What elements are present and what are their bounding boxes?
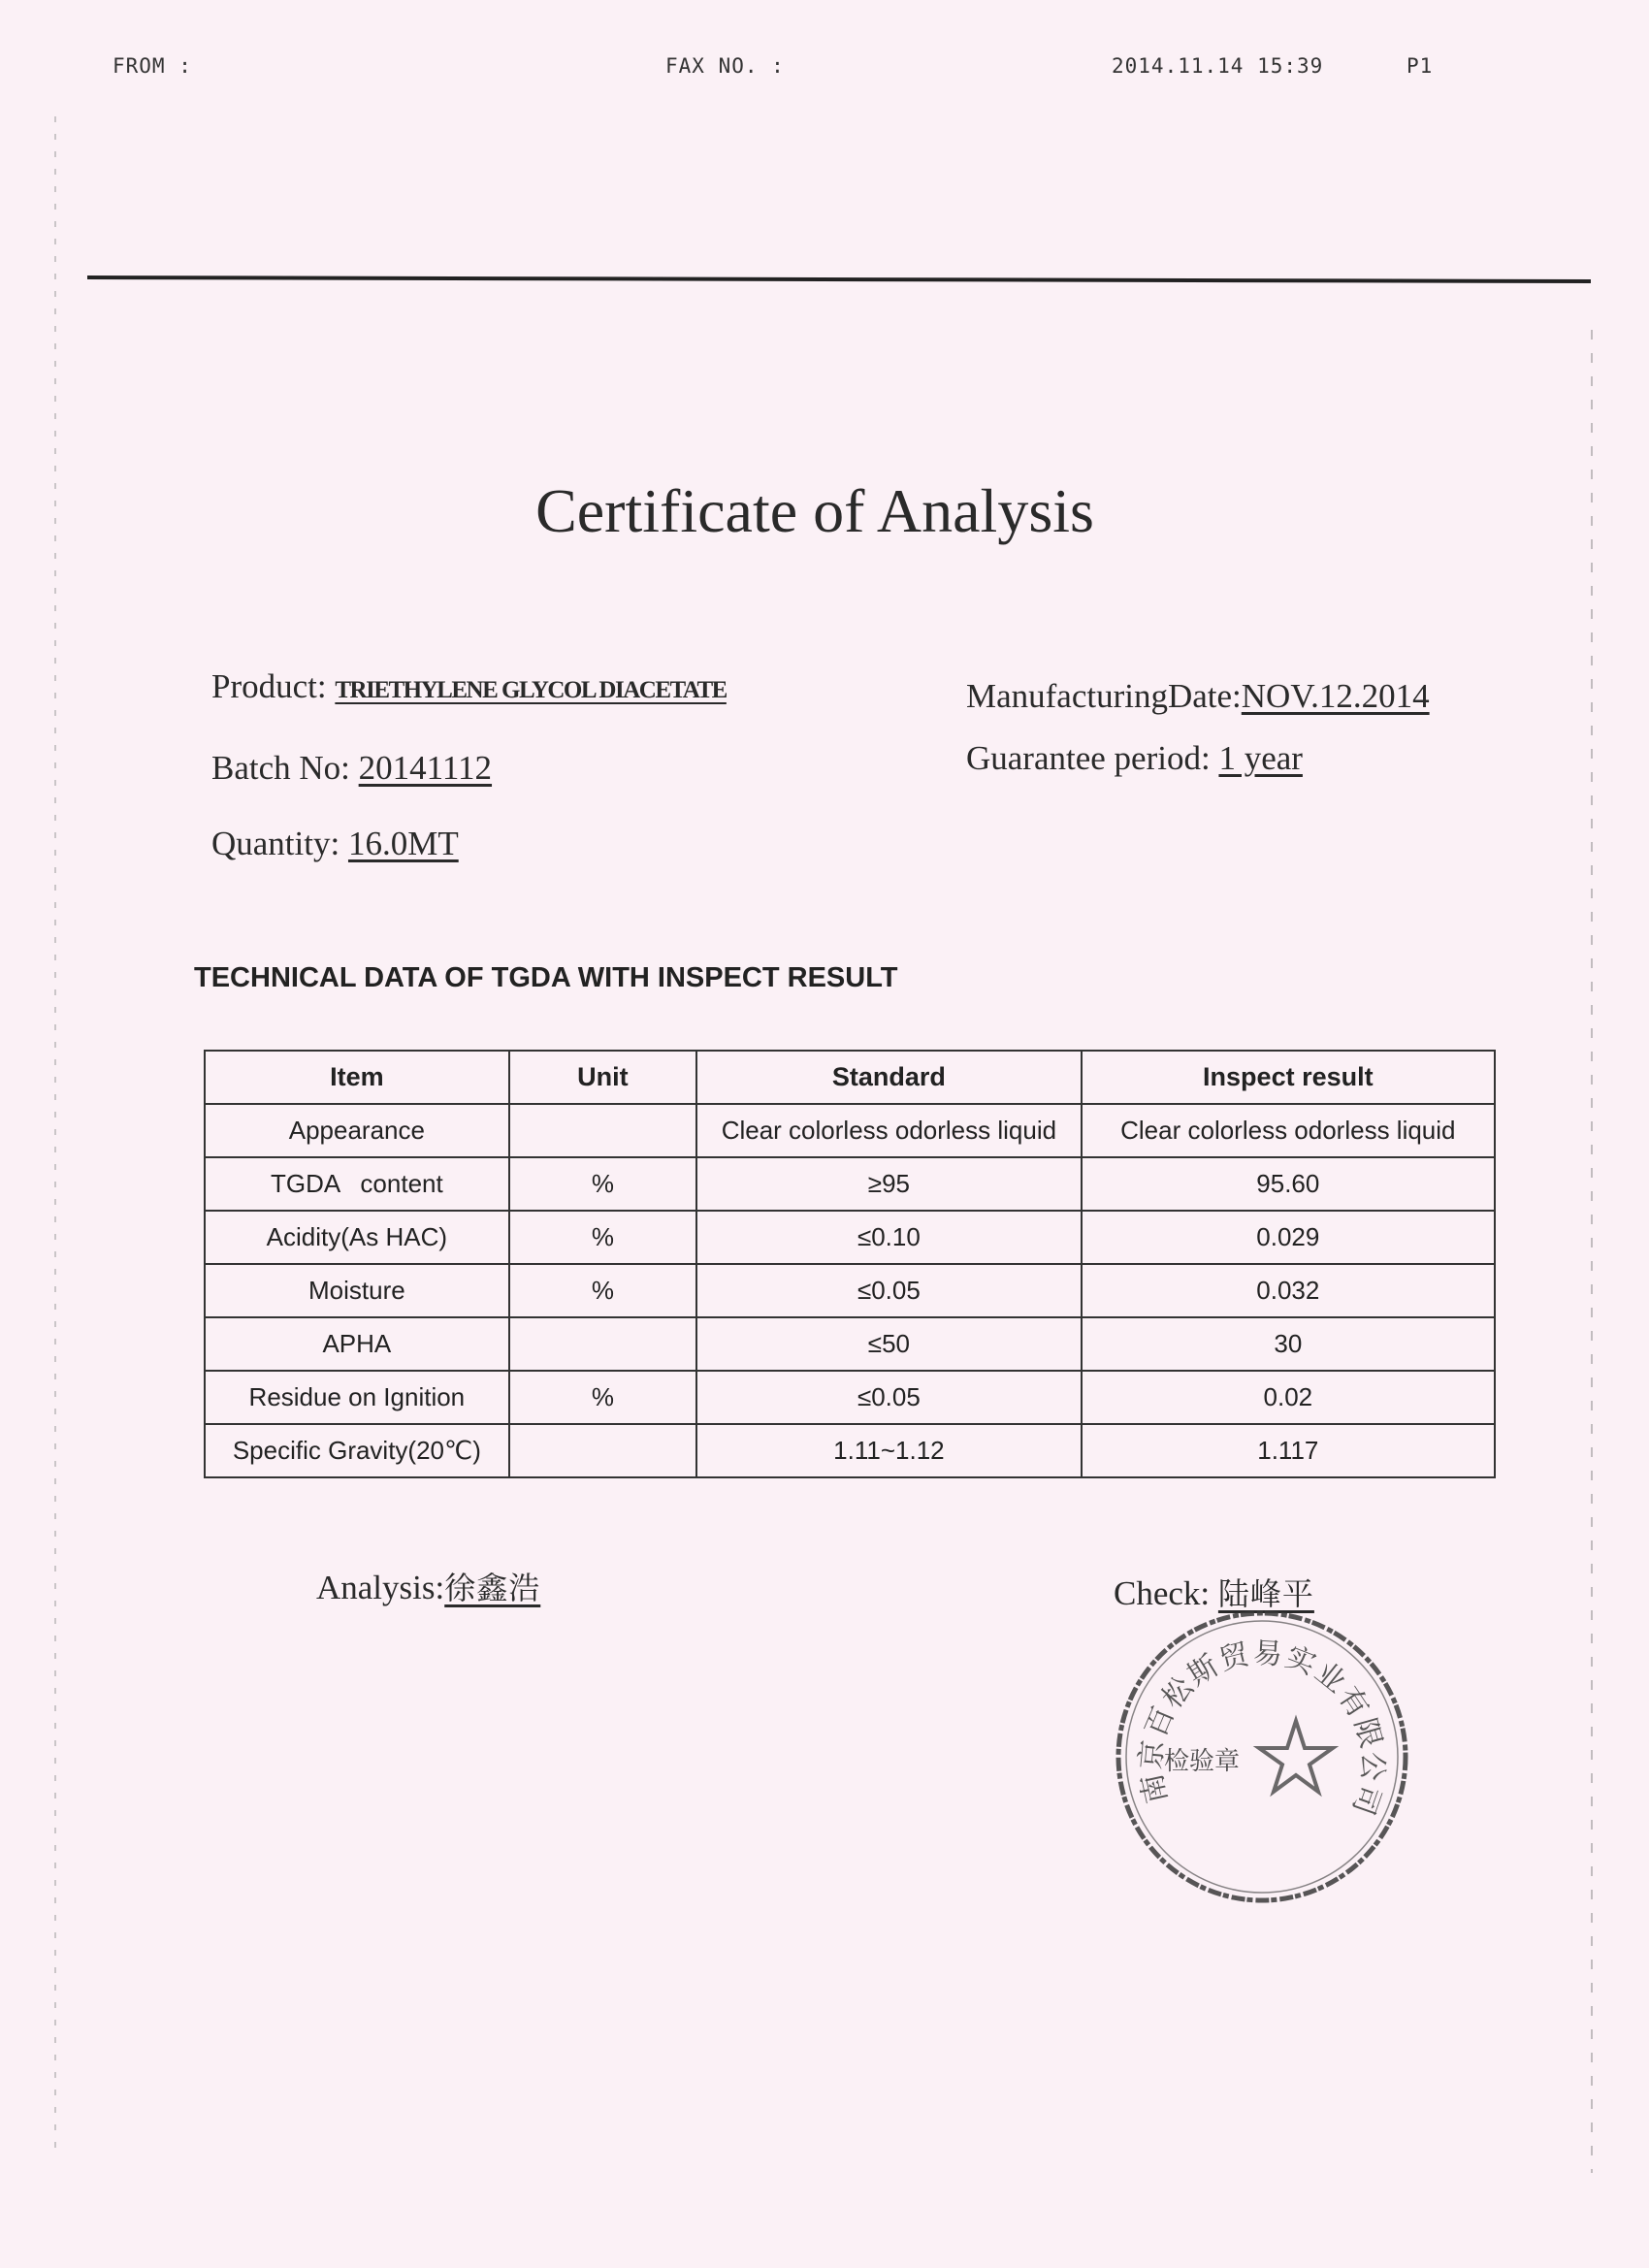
batch-value: 20141112 — [358, 749, 493, 787]
manufacturing-date-field — [966, 677, 1430, 716]
cell-result: 30 — [1082, 1317, 1495, 1371]
cell-standard: ≤0.05 — [696, 1371, 1082, 1424]
cell-standard: ≤0.10 — [696, 1211, 1082, 1264]
table-row — [205, 1317, 1495, 1371]
check-signer-name: 陆峰平 — [1217, 1575, 1314, 1612]
manufacturing-date-value: NOV.12.2014 — [1241, 677, 1430, 715]
cell-result: 95.60 — [1082, 1157, 1495, 1211]
header-item: Item — [205, 1051, 509, 1104]
cell-result: Clear colorless odorless liquid — [1082, 1104, 1495, 1157]
cell-unit: % — [509, 1157, 696, 1211]
section-heading: TECHNICAL DATA OF TGDA WITH INSPECT RESULT — [194, 962, 898, 993]
guarantee-period-field — [966, 739, 1303, 778]
cell-item: Appearance — [205, 1104, 509, 1157]
cell-unit: % — [509, 1211, 696, 1264]
analysis-label: Analysis: — [316, 1569, 445, 1606]
analysis-signer-name: 徐鑫浩 — [444, 1570, 541, 1606]
cell-unit: % — [509, 1371, 696, 1424]
header-standard: Standard — [696, 1051, 1082, 1104]
table-row — [205, 1264, 1495, 1317]
table-row — [205, 1104, 1495, 1157]
table-row — [205, 1371, 1495, 1424]
cell-item: Moisture — [205, 1264, 509, 1317]
header-rule — [87, 275, 1591, 283]
fax-number-label: FAX NO. : — [665, 54, 785, 78]
fax-page-number: P1 — [1406, 54, 1434, 78]
table-row — [205, 1424, 1495, 1477]
seal-ring-text: 南京百松斯贸易实业有限公司 — [1134, 1636, 1390, 1822]
company-seal-stamp — [1112, 1606, 1412, 1907]
product-value: TRIETHYLENE GLYCOL DIACETATE — [335, 677, 727, 703]
guarantee-period-label: Guarantee period: — [966, 739, 1211, 777]
guarantee-period-value: 1 year — [1218, 739, 1303, 777]
technical-data-table — [204, 1050, 1496, 1478]
batch-field — [211, 749, 492, 788]
product-field — [211, 667, 727, 706]
manufacturing-date-label: ManufacturingDate: — [966, 677, 1242, 715]
table-row — [205, 1157, 1495, 1211]
check-label: Check: — [1114, 1574, 1211, 1612]
header-inspect-result: Inspect result — [1082, 1051, 1495, 1104]
table-row — [205, 1211, 1495, 1264]
cell-result: 0.02 — [1082, 1371, 1495, 1424]
cell-item: TGDA content — [205, 1157, 509, 1211]
cell-standard: ≥95 — [696, 1157, 1082, 1211]
cell-result: 0.032 — [1082, 1264, 1495, 1317]
product-label: Product: — [211, 667, 327, 705]
cell-result: 0.029 — [1082, 1211, 1495, 1264]
cell-unit — [509, 1424, 696, 1477]
cell-standard: ≤50 — [696, 1317, 1082, 1371]
cell-item: Residue on Ignition — [205, 1371, 509, 1424]
cell-item: APHA — [205, 1317, 509, 1371]
cell-unit — [509, 1104, 696, 1157]
cell-standard: 1.11~1.12 — [696, 1424, 1082, 1477]
cell-unit — [509, 1317, 696, 1371]
quantity-value: 16.0MT — [347, 825, 459, 862]
cell-standard: Clear colorless odorless liquid — [696, 1104, 1082, 1157]
quantity-field — [211, 825, 459, 863]
fax-from-label: FROM : — [113, 54, 192, 78]
cell-item: Acidity(As HAC) — [205, 1211, 509, 1264]
cell-item: Specific Gravity(20℃) — [205, 1424, 509, 1477]
cell-result: 1.117 — [1082, 1424, 1495, 1477]
cell-unit: % — [509, 1264, 696, 1317]
analysis-signature — [316, 1564, 540, 1608]
svg-text:南京百松斯贸易实业有限公司 — [1134, 1636, 1389, 1821]
batch-label: Batch No: — [211, 749, 350, 787]
seal-center-text: 检验章 — [1164, 1747, 1241, 1776]
table-header-row — [205, 1051, 1495, 1104]
page-edge-left — [54, 116, 56, 2154]
fax-datetime: 2014.11.14 15:39 — [1112, 54, 1324, 78]
header-unit: Unit — [509, 1051, 696, 1104]
seal-star-icon — [1259, 1721, 1333, 1792]
page-edge-right — [1591, 330, 1593, 2173]
page-title: Certificate of Analysis — [535, 476, 1094, 545]
quantity-label: Quantity: — [211, 825, 340, 862]
cell-standard: ≤0.05 — [696, 1264, 1082, 1317]
